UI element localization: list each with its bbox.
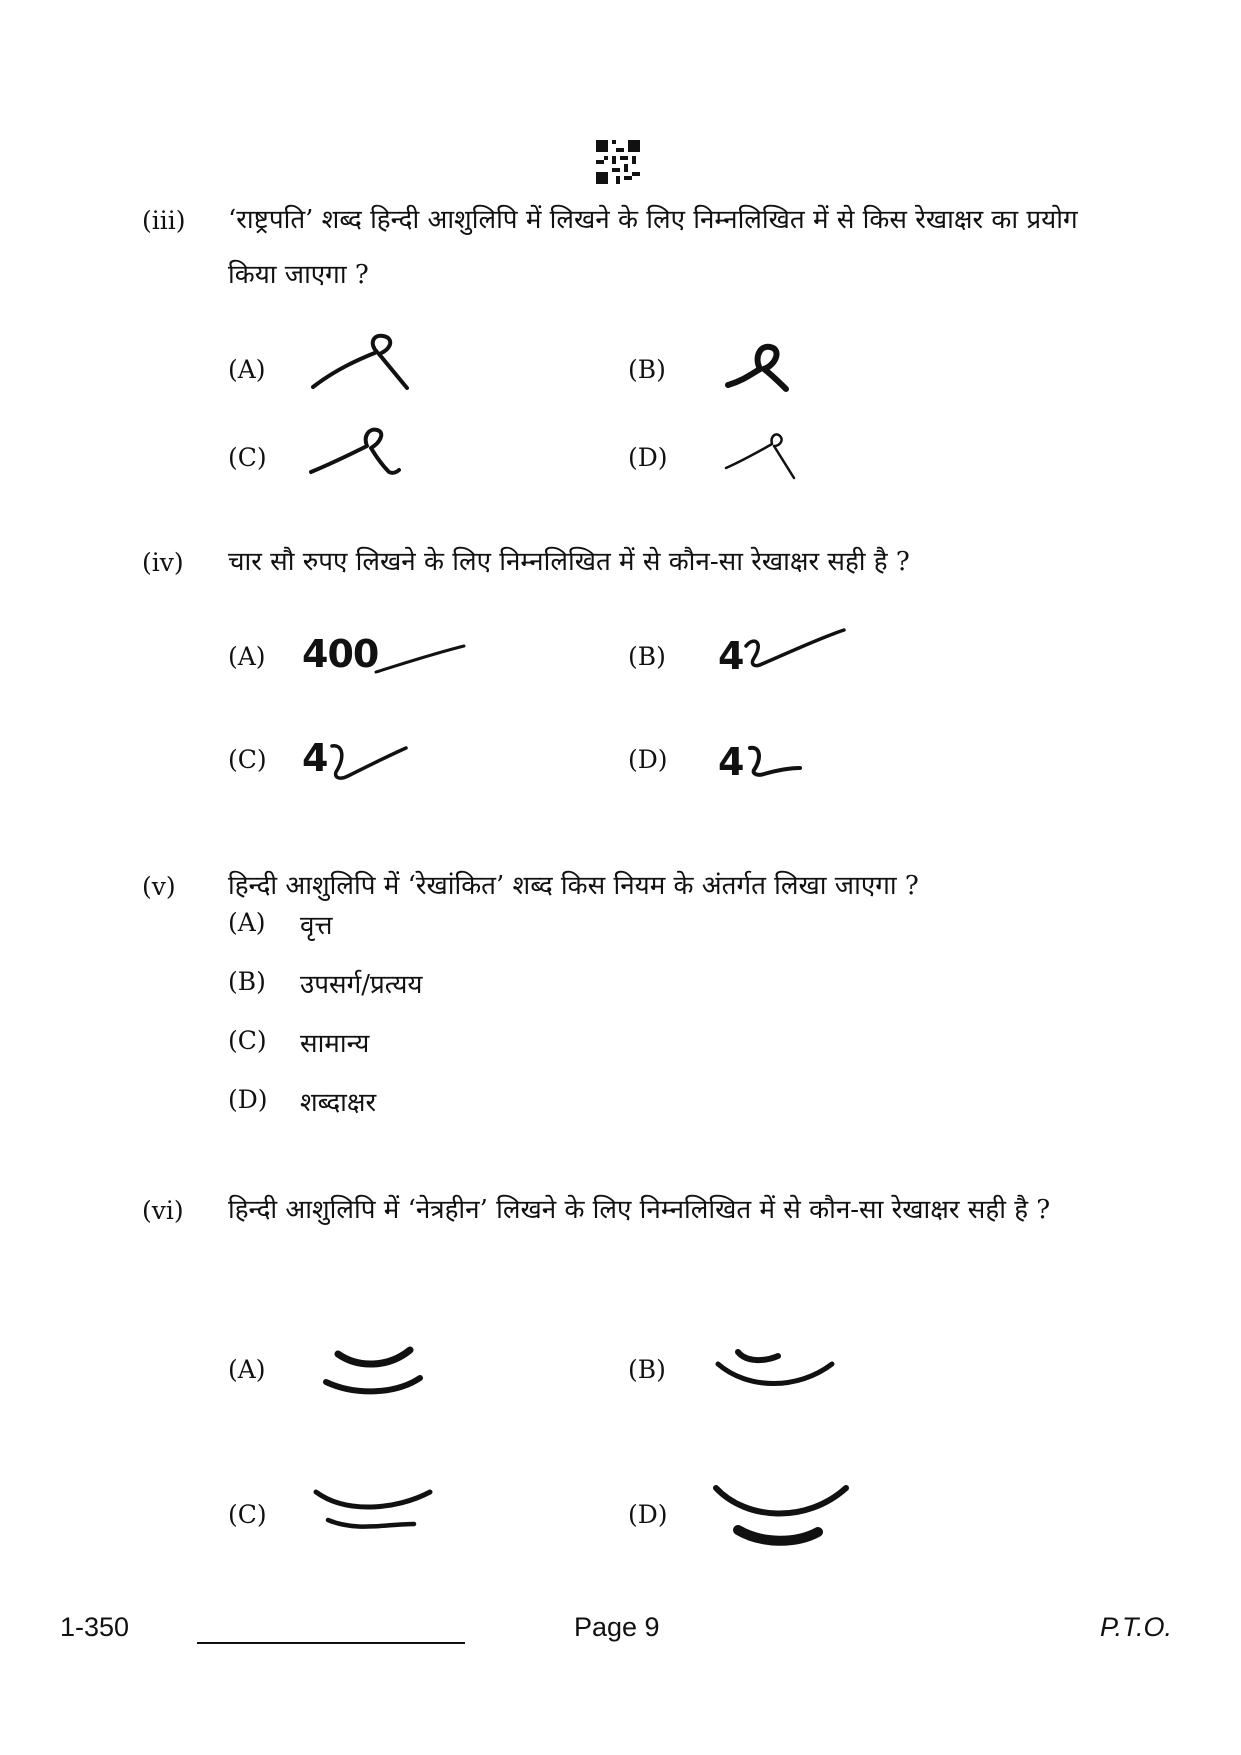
option-label: (B) xyxy=(628,642,666,671)
option-label: (B) xyxy=(228,967,266,996)
option-label: (B) xyxy=(628,1355,666,1384)
shorthand-outline-c xyxy=(305,422,405,482)
option-label: (D) xyxy=(628,745,668,774)
handwritten-4: 4 xyxy=(718,634,744,678)
option-text: वृत्त xyxy=(300,911,333,941)
option-label: (A) xyxy=(228,642,266,671)
option-label: (A) xyxy=(228,908,266,937)
shorthand-curves-b xyxy=(708,1340,838,1400)
shorthand-stroke xyxy=(372,640,472,680)
question-number: (vi) xyxy=(142,1196,184,1225)
question-number: (iii) xyxy=(142,206,186,235)
shorthand-curves-c xyxy=(306,1480,436,1550)
shorthand-stroke xyxy=(744,742,814,782)
handwritten-4: 4 xyxy=(302,736,328,780)
footer-rule xyxy=(197,1642,465,1644)
shorthand-curves-d xyxy=(706,1470,856,1566)
shorthand-curves-a xyxy=(316,1338,426,1410)
option-text: उपसर्ग/प्रत्यय xyxy=(300,970,423,1000)
shorthand-outline-a xyxy=(305,330,415,395)
handwritten-4: 4 xyxy=(718,740,744,784)
shorthand-stroke xyxy=(326,738,416,788)
question-text: चार सौ रुपए लिखने के लिए निम्नलिखित में से कौन-सा रेखाक्षर सही है ? xyxy=(228,547,910,577)
paper-code: 1-350 xyxy=(60,1612,130,1642)
question-number: (v) xyxy=(142,872,176,901)
option-label: (D) xyxy=(628,1500,668,1529)
page-number: Page 9 xyxy=(574,1612,660,1642)
option-label: (C) xyxy=(228,1026,267,1055)
option-label: (A) xyxy=(228,355,266,384)
question-number: (iv) xyxy=(142,548,184,577)
handwritten-400: 400 xyxy=(302,632,379,676)
option-label: (A) xyxy=(228,1355,266,1384)
question-text: ‘राष्ट्रपति’ शब्द हिन्दी आशुलिपि में लिखने के लिए निम्नलिखित में से किस रेखाक्षर का प्रयोग किया जाएगा ? xyxy=(228,205,1078,290)
option-text: शब्दाक्षर xyxy=(300,1088,377,1118)
option-label: (C) xyxy=(228,443,267,472)
option-text: सामान्य xyxy=(300,1029,370,1059)
qr-code-icon xyxy=(596,140,640,184)
shorthand-outline-d xyxy=(720,428,800,486)
shorthand-stroke xyxy=(740,626,850,676)
option-label: (B) xyxy=(628,355,666,384)
option-label: (D) xyxy=(228,1085,268,1114)
question-text: हिन्दी आशुलिपि में ‘रेखांकित’ शब्द किस नियम के अंतर्गत लिखा जाएगा ? xyxy=(228,871,919,901)
option-label: (C) xyxy=(228,745,267,774)
pto-marker: P.T.O. xyxy=(1100,1612,1173,1642)
option-label: (D) xyxy=(628,443,668,472)
question-text: हिन्दी आशुलिपि में ‘नेत्रहीन’ लिखने के लिए निम्नलिखित में से कौन-सा रेखाक्षर सही है ? xyxy=(228,1195,1051,1225)
option-label: (C) xyxy=(228,1500,267,1529)
shorthand-outline-b xyxy=(720,335,800,395)
